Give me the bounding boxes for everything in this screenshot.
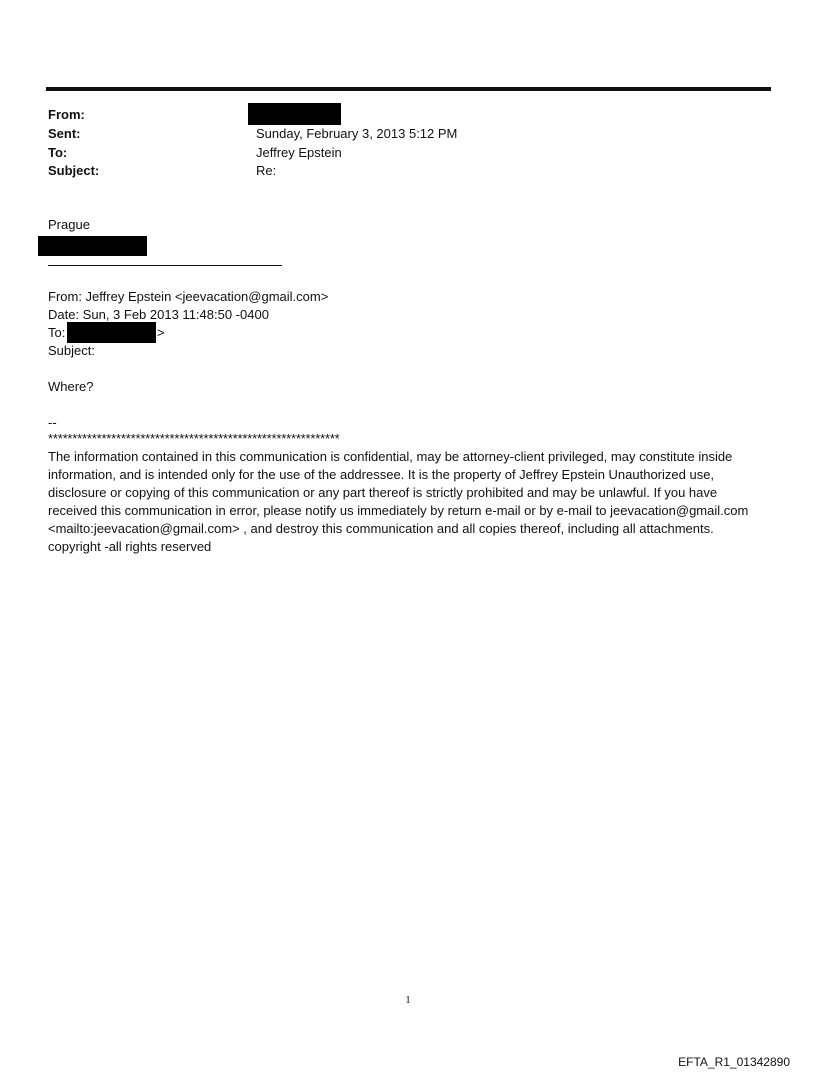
redaction-signature bbox=[38, 236, 147, 256]
subject-label: Subject: bbox=[48, 163, 100, 178]
from-row bbox=[48, 106, 748, 124]
reply-text: Prague bbox=[48, 217, 90, 232]
quoted-from: From: Jeffrey Epstein <jeevacation@gmail.com> bbox=[48, 289, 329, 304]
redaction-sender bbox=[248, 103, 341, 125]
quoted-to-prefix: To: bbox=[48, 325, 66, 340]
quoted-message: Where? bbox=[48, 379, 94, 394]
sent-label: Sent: bbox=[48, 126, 81, 141]
to-row bbox=[48, 144, 748, 162]
quoted-subject: Subject: bbox=[48, 343, 95, 358]
subject-value: Re: bbox=[256, 163, 277, 178]
to-value: Jeffrey Epstein bbox=[256, 145, 342, 160]
quoted-date: Date: Sun, 3 Feb 2013 11:48:50 -0400 bbox=[48, 307, 269, 322]
confidentiality-disclaimer: The information contained in this communication is confidential, may be attorney-client privileged, may constitute inside information, and is intended only for the use of the addressee. It is the property of Jeffrey Epstein Unauthorized use, disclosure or copying of this communication or any part thereof is strictly prohibited and may be unlawful. If you have received this communication in error, please notify us immediately by return e-mail or by e-mail to jeevacation@gmail.com <mailto:jeevacation@gmail.com> , and destroy this communication and all copies thereof, including all attachments. copyright -all rights reserved bbox=[48, 449, 749, 554]
page-number: 1 bbox=[405, 994, 411, 1006]
reply-separator bbox=[48, 265, 282, 266]
from-label: From: bbox=[48, 107, 85, 122]
signature-dash: -- bbox=[48, 415, 57, 430]
signature-stars: ************************************************************ bbox=[48, 431, 340, 446]
to-label: To: bbox=[48, 145, 68, 160]
subject-row bbox=[48, 162, 748, 180]
document-id: EFTA_R1_01342890 bbox=[678, 1055, 790, 1069]
sent-value: Sunday, February 3, 2013 5:12 PM bbox=[256, 126, 458, 141]
redaction-recipient bbox=[67, 322, 156, 343]
quoted-to-suffix: > bbox=[157, 325, 165, 340]
header-rule bbox=[46, 87, 771, 91]
sent-row bbox=[48, 125, 748, 143]
